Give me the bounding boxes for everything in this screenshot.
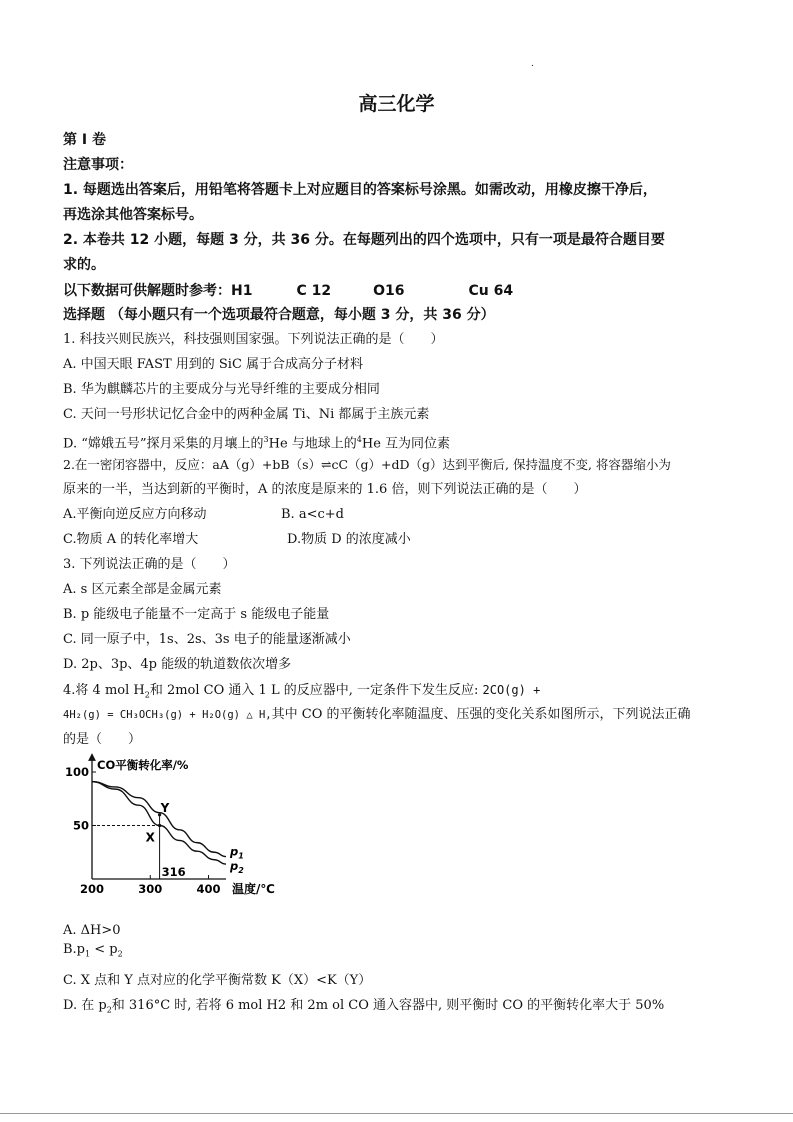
q4-l2-equation: 4H₂(g) = CH₃OCH₃(g) + H₂O(g) △ H,	[63, 709, 272, 721]
series-label-0: $p_1$	[230, 844, 244, 861]
q1-d-sup1: 3	[263, 435, 269, 444]
q4-l1-equation: 2CO(g) +	[482, 683, 541, 697]
x-tick-label-2: 400	[196, 882, 221, 896]
q3-option-b: B. p 能级电子能量不一定高于 s 能级电子能量	[63, 607, 330, 622]
q4-line-1	[63, 681, 540, 705]
q4-line-2	[63, 706, 691, 724]
q2-option-c: C.物质 A 的转化率增大	[63, 532, 199, 547]
q1-d-mid: He 与地球上的	[268, 436, 357, 452]
q3-stem: 3. 下列说法正确的是（ ）	[63, 557, 236, 572]
co-conversion-chart	[63, 753, 293, 903]
x-tick-label-1: 300	[138, 882, 163, 896]
reference-o: O16	[373, 283, 405, 299]
reference-data	[63, 282, 513, 300]
q4-b-mid: < p	[90, 942, 118, 957]
point-x-label: X	[145, 830, 155, 845]
section-heading: 选择题 （每小题只有一个选项最符合题意，每小题 3 分，共 36 分）	[63, 307, 495, 323]
q4-option-c: C. X 点和 Y 点对应的化学平衡常数 K（X）<K（Y）	[63, 973, 372, 988]
top-dot: .	[531, 59, 534, 69]
q4-b-sub2: 2	[117, 949, 123, 959]
q2-options-cd	[63, 531, 411, 549]
bottom-rule	[0, 1113, 793, 1114]
reference-c: C 12	[296, 283, 332, 299]
y-tick-label-0: 100	[64, 765, 89, 779]
q2-option-d: D.物质 D 的浓度减小	[287, 532, 411, 547]
y-tick-label-1: 50	[72, 818, 89, 833]
series-line-0	[92, 782, 226, 857]
q1-option-c: C. 天问一号形状记忆合金中的两种金属 Ti、Ni 都属于主族元素	[63, 407, 430, 422]
notice-heading: 注意事项：	[63, 157, 133, 173]
q4-line-3: 的是（ ）	[63, 732, 142, 747]
q4-d-sub: 2	[106, 1005, 112, 1015]
notice-item-1: 1. 每题选出答案后，用铅笔将答题卡上对应题目的答案标号涂黑。如需改动，用橡皮擦干净后，	[63, 182, 657, 198]
x-axis-label: 温度/℃	[232, 882, 275, 896]
q2-option-b: B. a<c+d	[281, 507, 344, 522]
point-x	[158, 824, 161, 827]
q4-b-sub1: 1	[85, 949, 91, 959]
q1-option-a: A. 中国天眼 FAST 用到的 SiC 属于合成高分子材料	[63, 357, 364, 372]
reference-cu: Cu 64	[468, 283, 514, 299]
notice-item-2: 2. 本卷共 12 小题，每题 3 分，共 36 分。在每题列出的四个选项中，只有一项是最符合题目要	[63, 232, 665, 248]
series-label-sub-0: 1	[238, 851, 244, 861]
series-label-1: $p_2$	[230, 859, 244, 876]
notice-item-1-cont: 再选涂其他答案标号。	[63, 207, 203, 223]
q3-option-a: A. s 区元素全部是金属元素	[63, 582, 222, 597]
q1-d-sup2: 4	[356, 435, 362, 444]
q2-line-2: 原来的一半，当达到新的平衡时，A 的浓度是原来的 1.6 倍，则下列说法正确的是（ ）	[63, 482, 587, 497]
marker-x-label: 316	[161, 865, 186, 879]
q3-option-c: C. 同一原子中，1s、2s、3s 电子的能量逐渐减小	[63, 632, 351, 647]
q2-option-a: A.平衡向逆反应方向移动	[63, 507, 207, 522]
q1-stem: 1. 科技兴则民族兴，科技强则国家强。下列说法正确的是（ ）	[63, 332, 444, 347]
volume-label: 第 I 卷	[63, 132, 106, 148]
q4-d-post: 和 316°C 时, 若将 6 mol H2 和 2m ol CO 通入容器中, 则平衡时 CO 的平衡转化率大于 50%	[111, 998, 665, 1013]
q1-d-pre: D. “嫦娥五号”探月采集的月壤上的	[63, 436, 264, 452]
q3-option-d: D. 2p、3p、4p 能级的轨道数依次增多	[63, 657, 292, 672]
series-line-1	[92, 782, 226, 864]
notice-item-2-cont: 求的。	[63, 257, 105, 273]
q4-d-pre: D. 在 p	[63, 998, 107, 1013]
q4-l1-pre: 4.将 4 mol H	[63, 683, 145, 698]
q1-d-post: He 互为同位素	[361, 436, 451, 452]
q1-option-b: B. 华为麒麟芯片的主要成分与光导纤维的主要成分相同	[63, 382, 380, 397]
q4-option-d	[63, 997, 664, 1020]
q2-line-1: 2.在一密闭容器中，反应：aA（g）+bB（s）⇌cC（g）+dD（g）达到平衡后, 保持温度不变, 将容器缩小为	[63, 457, 671, 472]
q4-l1-post: 和 2mol CO 通入 1 L 的反应器中, 一定条件下发生反应:	[149, 683, 483, 698]
reference-label: 以下数据可供解题时参考：	[63, 283, 231, 299]
x-tick-label-0: 200	[79, 882, 105, 896]
q4-option-a: A. ΔH>0	[63, 923, 121, 938]
page-title: 高三化学	[358, 93, 435, 115]
series-label-sub-1: 2	[238, 866, 244, 876]
chart-title: CO平衡转化率/%	[97, 758, 189, 772]
reference-h: H1	[231, 283, 253, 299]
q4-l2-post: 其中 CO 的平衡转化率随温度、压强的变化关系如图所示，下列说法正确	[271, 707, 691, 722]
q4-b-pre: B.p	[63, 942, 86, 957]
q2-options-ab	[63, 506, 344, 524]
q4-option-b	[63, 941, 123, 964]
q4-l1-sub: 2	[144, 690, 150, 700]
q1-option-d	[63, 431, 450, 453]
point-y-label: Y	[160, 800, 170, 815]
